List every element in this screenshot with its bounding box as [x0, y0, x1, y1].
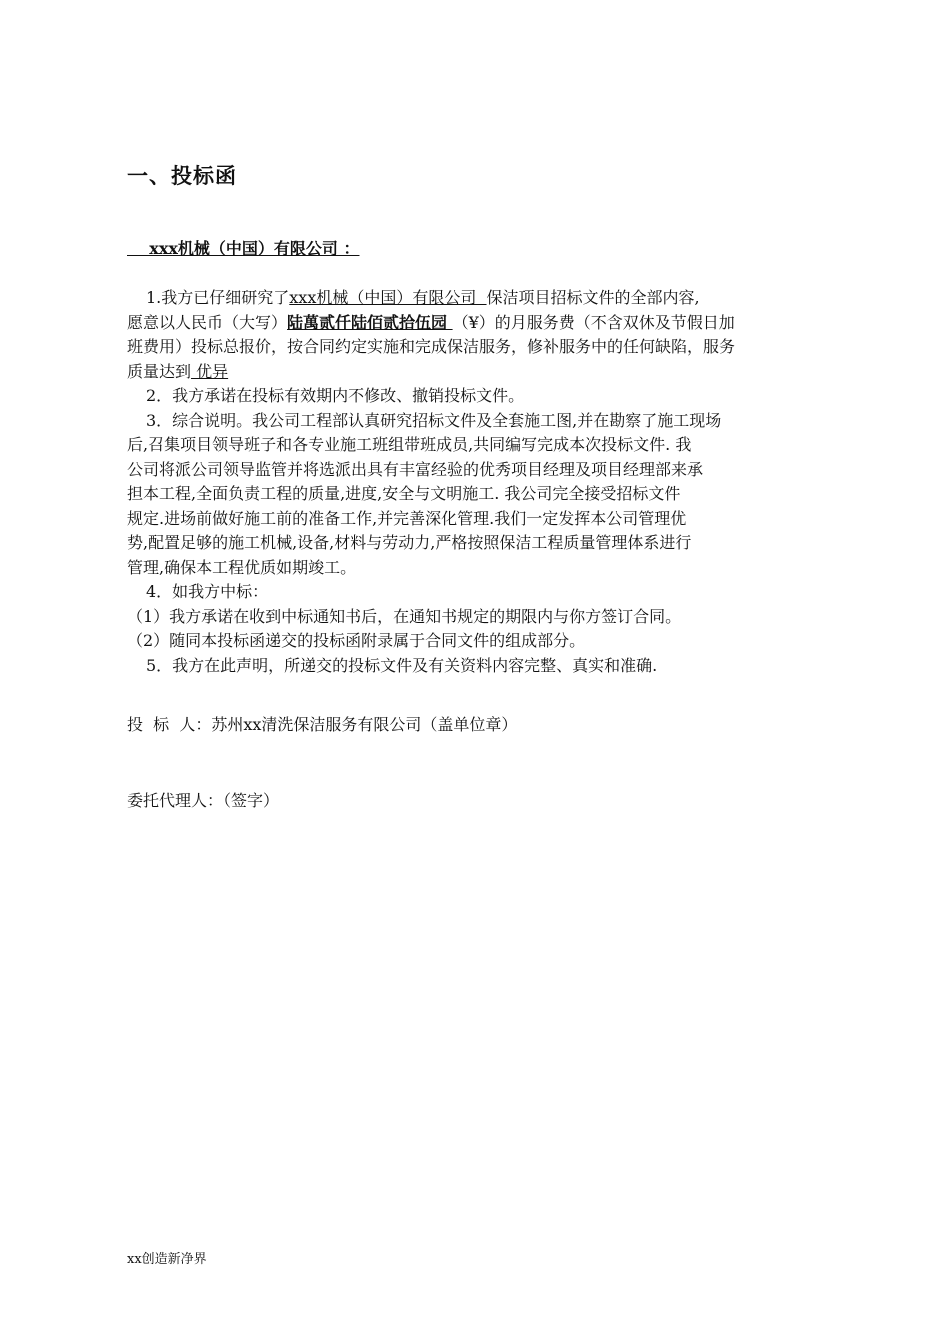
paragraph-5: 5．我方在此声明，所递交的投标文件及有关资料内容完整、真实和准确.	[146, 655, 658, 675]
bid-amount: 陆萬贰仟陆佰贰拾伍园	[287, 312, 453, 332]
bidder-signature-line: 投 标 人：苏州xx清洗保洁服务有限公司（盖单位章）	[127, 715, 518, 734]
paragraph-1-line-1	[127, 286, 827, 311]
text: 质量达到	[127, 361, 192, 381]
text: 愿意以人民币（大写）	[127, 312, 288, 332]
paragraph-3-line: 势,配置足够的施工机械,设备,材料与劳动力,严格按照保洁工程质量管理体系进行	[127, 533, 692, 552]
paragraph-3-line: 担本工程,全面负责工程的质量,进度,安全与文明施工. 我公司完全接受招标文件	[127, 484, 681, 503]
paragraph-3-line: 管理,确保本工程优质如期竣工。	[127, 557, 357, 577]
page-footer: xx创造新净界	[127, 1252, 207, 1267]
paragraph-3-line: 后,召集项目领导班子和各专业施工班组带班成员,共同编写完成本次投标文件. 我	[127, 435, 692, 454]
paragraph-3-line: 规定.进场前做好施工前的准备工作,并完善深化管理.我们一定发挥本公司管理优	[127, 508, 687, 528]
paragraph-4: 4．如我方中标：	[146, 582, 269, 601]
paragraph-1-line-4	[127, 360, 827, 385]
company-name: xxx机械（中国）有限公司	[289, 288, 487, 307]
paragraph-4-item-1: （1）我方承诺在收到中标通知书后，在通知书规定的期限内与你方签订合同。	[127, 606, 682, 626]
paragraph-4-item-2: （2）随同本投标函递交的投标函附录属于合同文件的组成部分。	[127, 631, 586, 650]
quality-level: 优异	[191, 361, 229, 381]
text: 保洁项目招标文件的全部内容,	[486, 288, 700, 307]
paragraph-1-line-2	[127, 311, 827, 336]
addressee: xxx机械（中国）有限公司 ：	[127, 239, 360, 258]
text: 1.我方已仔细研究了	[146, 288, 290, 307]
agent-signature-line: 委托代理人：（签字）	[127, 791, 280, 810]
paragraph-3-line: 3．综合说明。我公司工程部认真研究招标文件及全套施工图,并在勘察了施工现场	[146, 410, 722, 430]
paragraph-1-line-3: 班费用）投标总报价，按合同约定实施和完成保洁服务，修补服务中的任何缺陷，服务	[127, 337, 736, 356]
page-title: 一、投标函	[127, 164, 237, 188]
paragraph-3-line: 公司将派公司领导监管并将选派出具有丰富经验的优秀项目经理及项目经理部来承	[127, 459, 704, 479]
text: （¥）的月服务费（不含双休及节假日加	[452, 312, 735, 332]
paragraph-2: 2．我方承诺在投标有效期内不修改、撤销投标文件。	[146, 386, 525, 405]
letter-body	[127, 286, 827, 678]
